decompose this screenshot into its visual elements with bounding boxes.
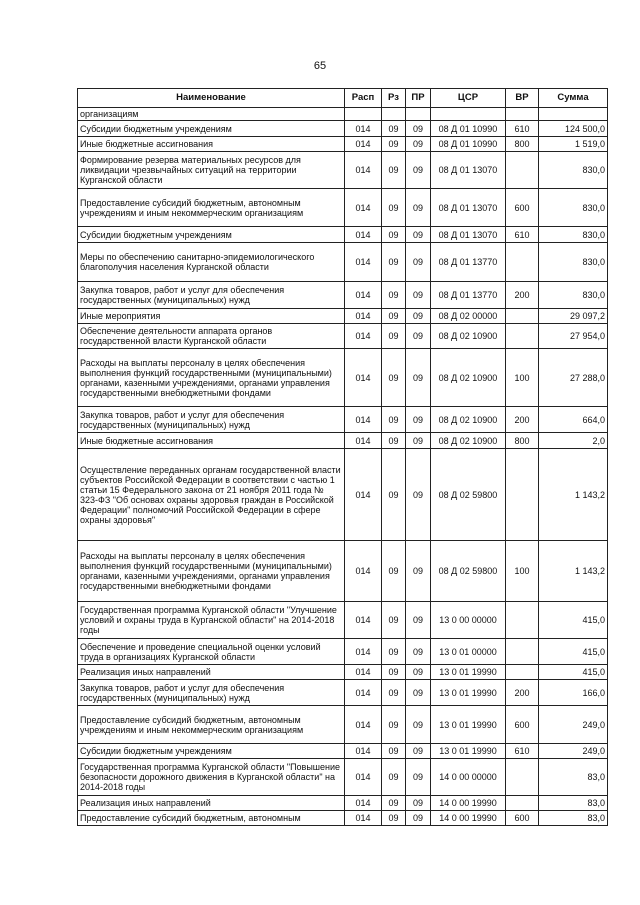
cell-name: Государственная программа Курганской области "Улучшение условий и охраны труда в Курганской области" на 2014-2018 годы [78, 602, 345, 639]
cell-sum: 830,0 [539, 152, 608, 189]
page-number: 65 [313, 60, 327, 72]
cell-pr: 09 [406, 680, 431, 706]
cell-name: Закупка товаров, работ и услуг для обеспечения государственных (муниципальных) нужд [78, 282, 345, 309]
cell-rz: 09 [382, 349, 406, 407]
cell-vr [506, 152, 539, 189]
cell-csr: 08 Д 02 10900 [431, 407, 506, 433]
cell-name: Обеспечение деятельности аппарата органов государственной власти Курганской области [78, 324, 345, 349]
cell-sum: 830,0 [539, 189, 608, 227]
table-row [78, 449, 608, 541]
cell-name: Реализация иных направлений [78, 796, 345, 811]
cell-vr [506, 108, 539, 121]
table-row [78, 665, 608, 680]
cell-vr [506, 665, 539, 680]
cell-sum: 29 097,2 [539, 309, 608, 324]
cell-name: Предоставление субсидий бюджетным, автономным учреждениям и иным некоммерческим организациям [78, 706, 345, 744]
cell-rasp: 014 [345, 282, 382, 309]
cell-sum: 830,0 [539, 243, 608, 282]
cell-name: Иные мероприятия [78, 309, 345, 324]
cell-vr [506, 309, 539, 324]
cell-vr [506, 639, 539, 665]
cell-name: Закупка товаров, работ и услуг для обеспечения государственных (муниципальных) нужд [78, 407, 345, 433]
cell-vr [506, 243, 539, 282]
table-row [78, 152, 608, 189]
cell-pr: 09 [406, 541, 431, 602]
cell-rz: 09 [382, 137, 406, 152]
cell-rz: 09 [382, 602, 406, 639]
cell-sum: 249,0 [539, 744, 608, 759]
cell-name: Расходы на выплаты персоналу в целях обеспечения выполнения функций государственными (муниципальными) органами, казенными учреждениями, органами управления государственными внебюджетными фондами [78, 349, 345, 407]
cell-rz: 09 [382, 680, 406, 706]
cell-rz: 09 [382, 665, 406, 680]
table-row [78, 811, 608, 826]
table-row [78, 680, 608, 706]
cell-pr: 09 [406, 227, 431, 243]
cell-pr: 09 [406, 309, 431, 324]
cell-pr: 09 [406, 449, 431, 541]
table-row [78, 796, 608, 811]
cell-rasp: 014 [345, 324, 382, 349]
cell-vr: 600 [506, 811, 539, 826]
cell-sum: 415,0 [539, 665, 608, 680]
cell-vr [506, 759, 539, 796]
cell-name: Расходы на выплаты персоналу в целях обеспечения выполнения функций государственными (муниципальными) органами, казенными учреждениями, органами управления государственными внебюджетными фондами [78, 541, 345, 602]
table-row [78, 541, 608, 602]
cell-pr: 09 [406, 602, 431, 639]
cell-pr: 09 [406, 121, 431, 137]
cell-sum: 83,0 [539, 759, 608, 796]
cell-csr: 13 0 00 00000 [431, 602, 506, 639]
column-header-sum: Сумма [539, 89, 608, 108]
cell-csr: 08 Д 01 13070 [431, 227, 506, 243]
cell-rasp: 014 [345, 137, 382, 152]
cell-pr: 09 [406, 349, 431, 407]
cell-vr [506, 449, 539, 541]
cell-csr: 14 0 00 00000 [431, 759, 506, 796]
table-row [78, 324, 608, 349]
cell-rasp: 014 [345, 665, 382, 680]
cell-vr: 600 [506, 189, 539, 227]
cell-rasp: 014 [345, 602, 382, 639]
cell-pr: 09 [406, 243, 431, 282]
cell-rz: 09 [382, 189, 406, 227]
cell-rasp: 014 [345, 680, 382, 706]
table-row [78, 137, 608, 152]
cell-rasp: 014 [345, 121, 382, 137]
cell-pr: 09 [406, 189, 431, 227]
cell-rz: 09 [382, 433, 406, 449]
cell-rasp: 014 [345, 706, 382, 744]
cell-pr: 09 [406, 433, 431, 449]
cell-vr: 100 [506, 541, 539, 602]
cell-csr: 14 0 00 19990 [431, 811, 506, 826]
cell-csr: 08 Д 01 13770 [431, 243, 506, 282]
table-row [78, 121, 608, 137]
cell-rz: 09 [382, 639, 406, 665]
cell-sum: 27 954,0 [539, 324, 608, 349]
cell-vr: 200 [506, 680, 539, 706]
cell-csr: 08 Д 01 13070 [431, 152, 506, 189]
cell-rasp: 014 [345, 759, 382, 796]
cell-rasp [345, 108, 382, 121]
table-row [78, 349, 608, 407]
cell-csr: 13 0 01 19990 [431, 706, 506, 744]
cell-vr: 800 [506, 137, 539, 152]
table-row [78, 282, 608, 309]
column-header-csr: ЦСР [431, 89, 506, 108]
cell-pr: 09 [406, 152, 431, 189]
cell-rasp: 014 [345, 639, 382, 665]
cell-sum [539, 108, 608, 121]
cell-name: Закупка товаров, работ и услуг для обеспечения государственных (муниципальных) нужд [78, 680, 345, 706]
cell-name: организациям [78, 108, 345, 121]
cell-rz: 09 [382, 309, 406, 324]
cell-csr [431, 108, 506, 121]
cell-rasp: 014 [345, 449, 382, 541]
cell-rz: 09 [382, 152, 406, 189]
cell-rasp: 014 [345, 541, 382, 602]
cell-sum: 2,0 [539, 433, 608, 449]
table-row [78, 706, 608, 744]
table-row [78, 243, 608, 282]
cell-rz: 09 [382, 759, 406, 796]
table-row [78, 433, 608, 449]
table-row [78, 108, 608, 121]
cell-csr: 08 Д 02 10900 [431, 433, 506, 449]
cell-rasp: 014 [345, 433, 382, 449]
cell-rasp: 014 [345, 744, 382, 759]
cell-rasp: 014 [345, 407, 382, 433]
cell-sum: 415,0 [539, 639, 608, 665]
cell-csr: 13 0 01 19990 [431, 744, 506, 759]
table-row [78, 407, 608, 433]
cell-csr: 13 0 01 00000 [431, 639, 506, 665]
cell-name: Формирование резерва материальных ресурсов для ликвидации чрезвычайных ситуаций на территории Курганской области [78, 152, 345, 189]
column-header-name: Наименование [78, 89, 345, 108]
budget-table [77, 88, 608, 826]
cell-rasp: 014 [345, 811, 382, 826]
cell-vr: 610 [506, 227, 539, 243]
cell-csr: 14 0 00 19990 [431, 796, 506, 811]
cell-name: Предоставление субсидий бюджетным, автономным [78, 811, 345, 826]
cell-rz: 09 [382, 811, 406, 826]
cell-pr: 09 [406, 639, 431, 665]
cell-csr: 08 Д 02 10900 [431, 349, 506, 407]
cell-vr: 610 [506, 121, 539, 137]
cell-name: Обеспечение и проведение специальной оценки условий труда в организациях Курганской области [78, 639, 345, 665]
cell-sum: 249,0 [539, 706, 608, 744]
cell-vr: 100 [506, 349, 539, 407]
cell-name: Осуществление переданных органам государственной власти субъектов Российской Федерации в соответствии с частью 1 статьи 15 Федерального закона от 21 ноября 2011 года № 323-ФЗ "Об основах охраны здоровья граждан в Российской Федерации" полномочий Российской Федерации в сфере охраны здоровья" [78, 449, 345, 541]
table-row [78, 639, 608, 665]
table-row [78, 189, 608, 227]
cell-vr: 800 [506, 433, 539, 449]
cell-name: Иные бюджетные ассигнования [78, 433, 345, 449]
cell-pr: 09 [406, 665, 431, 680]
cell-rz: 09 [382, 227, 406, 243]
table-row [78, 744, 608, 759]
cell-csr: 08 Д 02 59800 [431, 449, 506, 541]
table-row [78, 309, 608, 324]
cell-sum: 83,0 [539, 811, 608, 826]
column-header-rz: Рз [382, 89, 406, 108]
cell-rz [382, 108, 406, 121]
cell-rasp: 014 [345, 227, 382, 243]
cell-pr: 09 [406, 282, 431, 309]
cell-sum: 664,0 [539, 407, 608, 433]
cell-rz: 09 [382, 121, 406, 137]
table-row [78, 602, 608, 639]
cell-vr [506, 324, 539, 349]
cell-vr: 200 [506, 282, 539, 309]
cell-name: Иные бюджетные ассигнования [78, 137, 345, 152]
cell-rz: 09 [382, 744, 406, 759]
cell-rz: 09 [382, 706, 406, 744]
table-row [78, 227, 608, 243]
cell-vr [506, 602, 539, 639]
cell-pr: 09 [406, 759, 431, 796]
cell-rz: 09 [382, 282, 406, 309]
cell-csr: 08 Д 01 10990 [431, 137, 506, 152]
cell-sum: 1 143,2 [539, 541, 608, 602]
cell-sum: 830,0 [539, 282, 608, 309]
cell-sum: 27 288,0 [539, 349, 608, 407]
column-header-pr: ПР [406, 89, 431, 108]
cell-rasp: 014 [345, 796, 382, 811]
cell-sum: 124 500,0 [539, 121, 608, 137]
cell-sum: 166,0 [539, 680, 608, 706]
cell-pr [406, 108, 431, 121]
cell-csr: 08 Д 02 00000 [431, 309, 506, 324]
cell-csr: 08 Д 01 13770 [431, 282, 506, 309]
cell-rz: 09 [382, 541, 406, 602]
cell-name: Реализация иных направлений [78, 665, 345, 680]
cell-csr: 08 Д 02 10900 [431, 324, 506, 349]
cell-rz: 09 [382, 796, 406, 811]
cell-vr: 200 [506, 407, 539, 433]
cell-pr: 09 [406, 811, 431, 826]
cell-csr: 13 0 01 19990 [431, 680, 506, 706]
cell-sum: 415,0 [539, 602, 608, 639]
cell-csr: 08 Д 02 59800 [431, 541, 506, 602]
table-header-row [78, 89, 608, 108]
cell-pr: 09 [406, 137, 431, 152]
cell-rz: 09 [382, 449, 406, 541]
cell-name: Государственная программа Курганской области "Повышение безопасности дорожного движения в Курганской области" на 2014-2018 годы [78, 759, 345, 796]
cell-name: Субсидии бюджетным учреждениям [78, 227, 345, 243]
cell-csr: 08 Д 01 10990 [431, 121, 506, 137]
cell-rasp: 014 [345, 189, 382, 227]
table-row [78, 759, 608, 796]
column-header-rasp: Расп [345, 89, 382, 108]
cell-csr: 13 0 01 19990 [431, 665, 506, 680]
cell-rasp: 014 [345, 309, 382, 324]
cell-name: Меры по обеспечению санитарно-эпидемиологического благополучия населения Курганской области [78, 243, 345, 282]
cell-pr: 09 [406, 744, 431, 759]
cell-name: Субсидии бюджетным учреждениям [78, 121, 345, 137]
cell-sum: 83,0 [539, 796, 608, 811]
cell-vr: 610 [506, 744, 539, 759]
cell-pr: 09 [406, 407, 431, 433]
cell-sum: 1 143,2 [539, 449, 608, 541]
cell-rasp: 014 [345, 349, 382, 407]
cell-rasp: 014 [345, 243, 382, 282]
cell-vr: 600 [506, 706, 539, 744]
cell-vr [506, 796, 539, 811]
cell-rasp: 014 [345, 152, 382, 189]
cell-sum: 830,0 [539, 227, 608, 243]
cell-name: Предоставление субсидий бюджетным, автономным учреждениям и иным некоммерческим организациям [78, 189, 345, 227]
column-header-vr: ВР [506, 89, 539, 108]
cell-name: Субсидии бюджетным учреждениям [78, 744, 345, 759]
cell-pr: 09 [406, 706, 431, 744]
cell-rz: 09 [382, 243, 406, 282]
cell-rz: 09 [382, 324, 406, 349]
cell-csr: 08 Д 01 13070 [431, 189, 506, 227]
table-body [78, 108, 608, 826]
cell-pr: 09 [406, 796, 431, 811]
cell-rz: 09 [382, 407, 406, 433]
cell-sum: 1 519,0 [539, 137, 608, 152]
cell-pr: 09 [406, 324, 431, 349]
